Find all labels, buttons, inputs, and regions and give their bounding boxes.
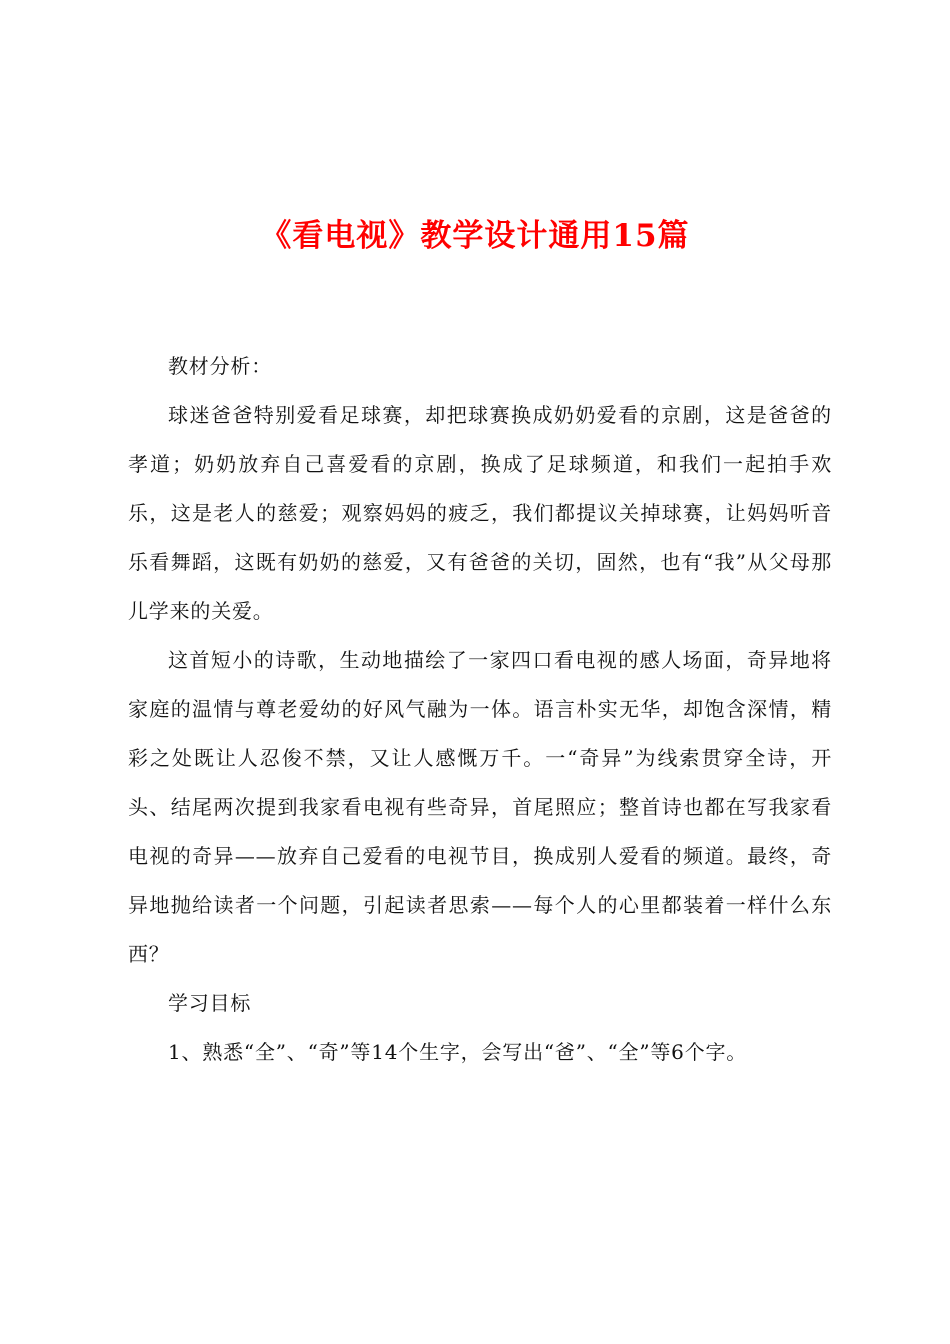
paragraph-section-heading-goals: 学习目标 — [168, 991, 252, 1015]
document-title: 《看电视》教学设计通用15篇 — [260, 218, 690, 254]
paragraph-section-heading-analysis: 教材分析： — [168, 354, 272, 378]
document-body — [128, 342, 832, 1077]
paragraph-analysis-2: 这首短小的诗歌，生动地描绘了一家四口看电视的感人场面，奇异地将家庭的温情与尊老爱幼的好风气融为一体。语言朴实无华，却饱含深情，精彩之处既让人忍俊不禁，又让人感慨万千。一“奇异”为线索贯穿全诗，开头、结尾两次提到我家看电视有些奇异，首尾照应；整首诗也都在写我家看电视的奇异——放弃自己爱看的电视节目，换成别人爱看的频道。最终，奇异地抛给读者一个问题，引起读者思索——每个人的心里都装着一样什么东西？ — [128, 648, 832, 966]
paragraph-goal-1: 1、熟悉“全”、“奇”等14个生字，会写出“爸”、“全”等6个字。 — [168, 1040, 748, 1064]
paragraph-analysis-1: 球迷爸爸特别爱看足球赛，却把球赛换成奶奶爱看的京剧，这是爸爸的孝道；奶奶放弃自己喜爱看的京剧，换成了足球频道，和我们一起拍手欢乐，这是老人的慈爱；观察妈妈的疲乏，我们都提议关掉球赛，让妈妈听音乐看舞蹈，这既有奶奶的慈爱，又有爸爸的关切，固然，也有“我”从父母那儿学来的关爱。 — [128, 403, 832, 623]
